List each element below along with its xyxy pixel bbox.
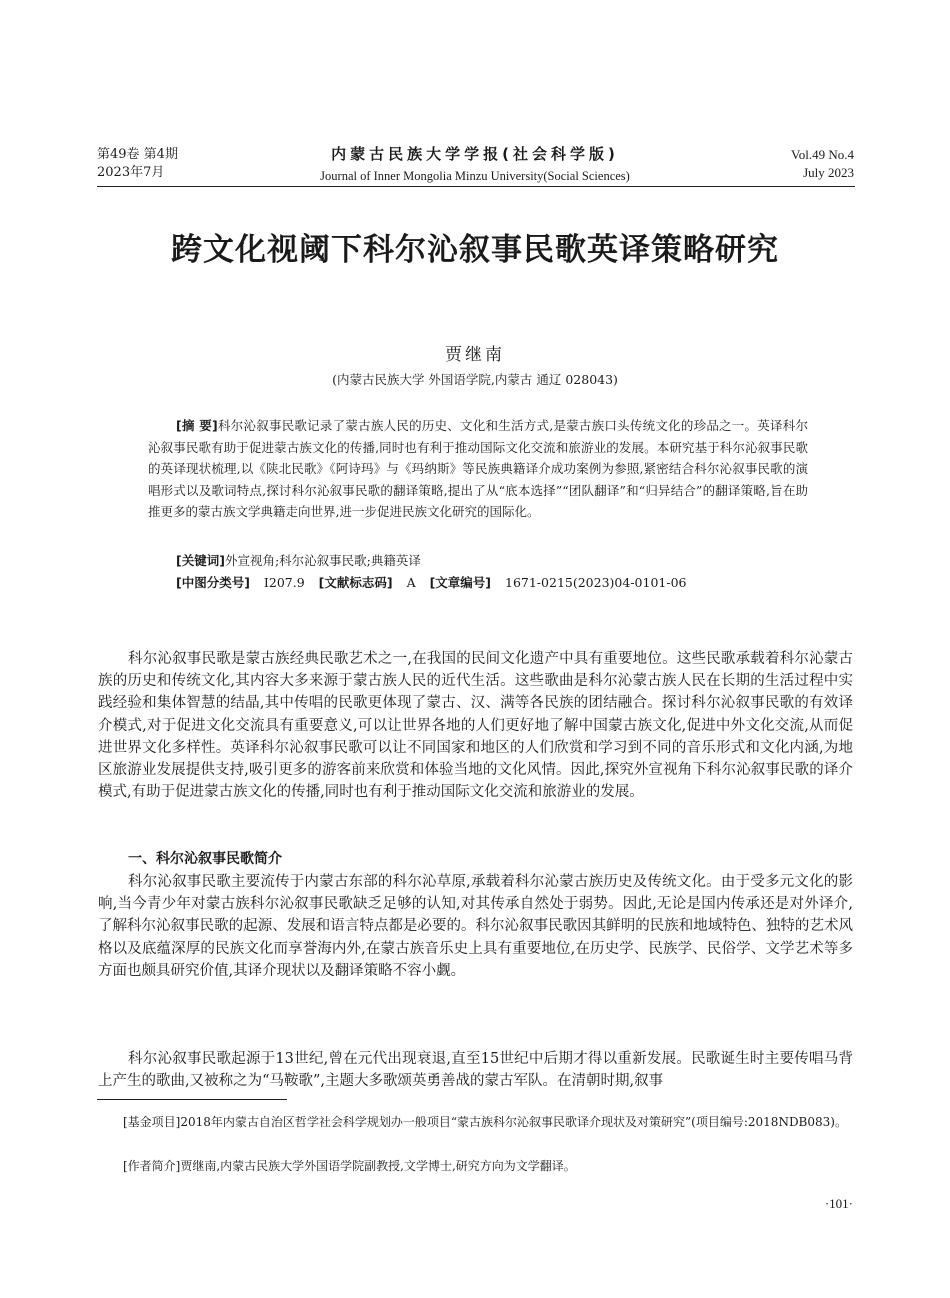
footnote-fund <box>97 1112 855 1132</box>
header-center <box>250 144 700 186</box>
article-no-value: 1671-0215(2023)04-0101-06 <box>505 575 687 590</box>
fund-text: [基金项目]2018年内蒙古自治区哲学社会科学规划办一般项目“蒙古族科尔沁叙事民歌译介现状及对策研究”(项目编号:2018NDB083)。 <box>123 1115 847 1129</box>
section1-paragraph-2 <box>98 1048 853 1092</box>
author-name: 贾继南 <box>445 345 505 365</box>
section-heading: 一、科尔沁叙事民歌简介 <box>128 851 282 867</box>
volume-issue-en: Vol.49 No.4 <box>791 147 854 162</box>
doc-code-label: [文献标志码] <box>318 575 393 590</box>
date-cn: 2023年7月 <box>97 165 165 180</box>
page-number: ·101· <box>824 1196 853 1211</box>
journal-title-cn: 内蒙古民族大学学报(社会科学版) <box>331 145 619 163</box>
header-left <box>97 146 178 182</box>
footnote-author <box>97 1156 855 1176</box>
article-title: 跨文化视阈下科尔沁叙事民歌英译策略研究 <box>171 232 779 268</box>
author-bio-text: [作者简介]贾继南,内蒙古民族大学外国语学院副教授,文学博士,研究方向为文学翻译。 <box>123 1159 576 1173</box>
paragraph: 科尔沁叙事民歌是蒙古族经典民歌艺术之一,在我国的民间文化遗产中具有重要地位。这些民歌承载着科尔沁蒙古族的历史和传统文化,其内容大多来源于蒙古族人民的近代生活。这些歌曲是科尔沁蒙古族人民在长期的生活过程中实践经验和集体智慧的结晶,其中传唱的民歌更体现了蒙古、汉、满等各民族的团结融合。探讨科尔沁叙事民歌的有效译介模式,对于促进文化交流具有重要意义,可以让世界各地的人们更好地了解中国蒙古族文化,促进中外文化交流,从而促进世界文化多样性。英译科尔沁叙事民歌可以让不同国家和地区的人们欣赏和学习到不同的音乐形式和文化内涵,为地区旅游业发展提供支持,吸引更多的游客前来欣赏和体验当地的文化风情。因此,探究外宣视角下科尔沁叙事民歌的译介模式,有助于促进蒙古族文化的传播,同时也有利于推动国际文化交流和旅游业的发展。 <box>98 651 853 801</box>
journal-title-en: Journal of Inner Mongolia Minzu University(Social Sciences) <box>320 169 630 183</box>
paragraph: 科尔沁叙事民歌主要流传于内蒙古东部的科尔沁草原,承载着科尔沁蒙古族历史及传统文化。由于受多元文化的影响,当今青少年对蒙古族科尔沁叙事民歌缺乏足够的认知,对其传承自然处于弱势。因此,无论是国内传承还是对外译介,了解科尔沁叙事民歌的起源、发展和语言特点都是必要的。科尔沁叙事民歌因其鲜明的民族和地域特色、独特的艺术风格以及底蕴深厚的民族文化而享誉海内外,在蒙古族音乐史上具有重要地位,在历史学、民族学、民俗学、文学艺术等多方面也颇具研究价值,其译介现状以及翻译策略不容小觑。 <box>98 874 853 979</box>
clc-value: I207.9 <box>263 575 305 590</box>
volume-issue-cn: 第49卷 第4期 <box>97 147 178 162</box>
abstract <box>148 415 808 523</box>
paragraph: 科尔沁叙事民歌起源于13世纪,曾在元代出现衰退,直至15世纪中后期才得以重新发展。民歌诞生时主要传唱马背上产生的歌曲,又被称之为“马鞍歌”,主题大多歌颂英勇善战的蒙古军队。在清朝时期,叙事 <box>98 1051 853 1090</box>
article-no-group <box>430 575 687 590</box>
keywords-text: 外宣视角;科尔沁叙事民歌;典籍英译 <box>224 553 421 568</box>
keywords <box>176 551 421 571</box>
abstract-text: 科尔沁叙事民歌记录了蒙古族人民的历史、文化和生活方式,是蒙古族口头传统文化的珍品之一。英译科尔沁叙事民歌有助于促进蒙古族文化的传播,同时也有利于推动国际文化交流和旅游业的发展。本研究基于科尔沁叙事民歌的英译现状梳理,以《陕北民歌》《阿诗玛》与《玛纳斯》等民族典籍译介成功案例为参照,紧密结合科尔沁叙事民歌的演唱形式以及歌词特点,探讨科尔沁叙事民歌的翻译策略,提出了从“底本选择”“团队翻译”和“归异结合”的翻译策略,旨在助推更多的蒙古族文学典籍走向世界,进一步促进民族文化研究的国际化。 <box>148 418 809 519</box>
header-divider <box>97 186 855 187</box>
abstract-label: [摘 要] <box>176 418 218 433</box>
footnote-divider <box>97 1099 287 1100</box>
author-affiliation: (内蒙古民族大学 外国语学院,内蒙古 通辽 028043) <box>332 372 618 387</box>
clc-label: [中图分类号] <box>176 575 250 590</box>
article-no-label: [文章编号] <box>429 575 492 590</box>
abstract-body <box>148 415 808 523</box>
keywords-label: [关键词] <box>176 553 225 568</box>
intro-paragraph <box>98 648 853 803</box>
doc-code-group <box>319 575 416 590</box>
clc-group <box>176 575 305 590</box>
date-en: July 2023 <box>803 165 854 180</box>
classification-line <box>176 573 686 593</box>
doc-code-value: A <box>406 575 416 590</box>
header-right <box>791 146 854 182</box>
section1-paragraph-1 <box>98 871 853 982</box>
